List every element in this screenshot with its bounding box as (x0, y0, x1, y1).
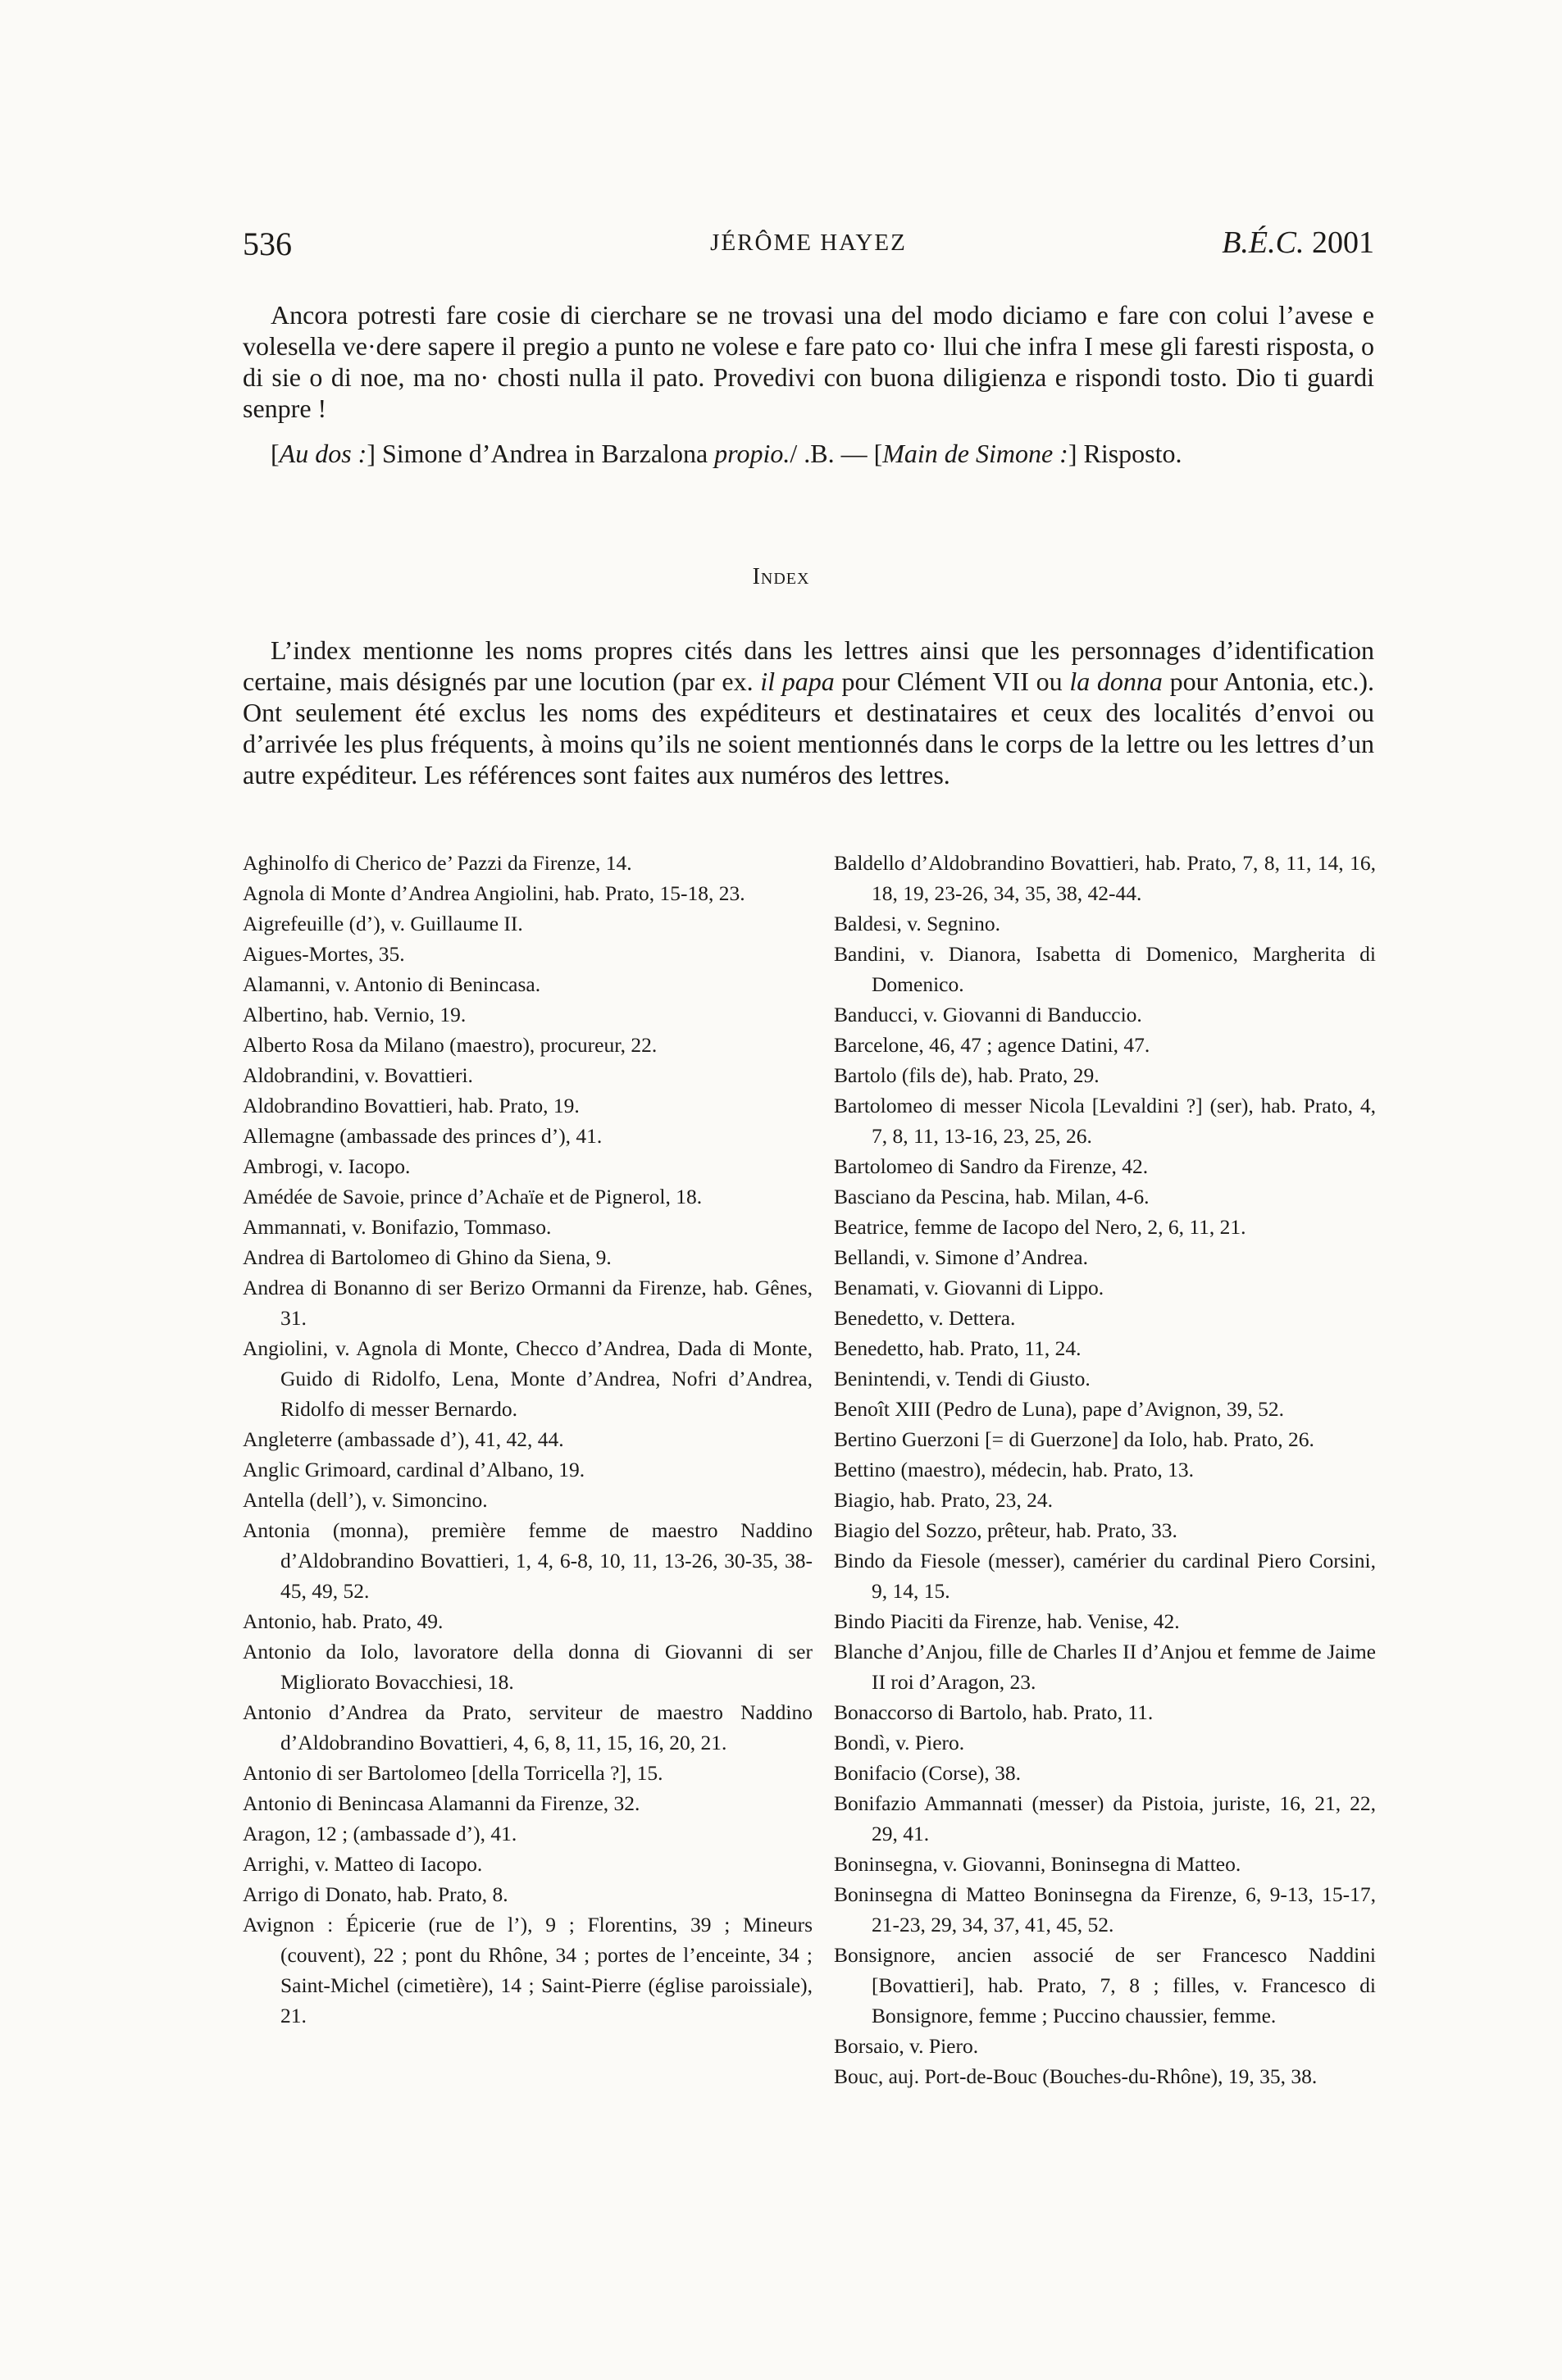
index-entry: Bartolomeo di Sandro da Firenze, 42. (834, 1154, 1149, 1178)
index-entry: Bouc, auj. Port-de-Bouc (Bouches-du-Rhône), 19, 35, 38. (834, 2064, 1318, 2088)
intro-ilpapa: il papa (760, 667, 835, 696)
index-entry: Aigues-Mortes, 35. (243, 942, 405, 966)
letter-address: Simone d’Andrea in Barzalona (375, 439, 715, 468)
index-intro-paragraph (243, 635, 1374, 790)
running-author: JÉRÔME HAYEZ (710, 230, 907, 256)
index-entry: Antonio di Benincasa Alamanni da Firenze, 32. (243, 1791, 640, 1815)
letter-mark: / .B. — [ (790, 439, 883, 468)
index-entry: Baldello d’Aldobrandino Bovattieri, hab. Prato, 7, 8, 11, 14, 16, 18, 19, 23-26, 34, 35, 38, 42-44. (834, 851, 1376, 905)
risposto-note: Risposto. (1083, 439, 1182, 468)
index-entry: Antella (dell’), v. Simoncino. (243, 1488, 488, 1512)
index-entry: Bonsignore, ancien associé de ser Francesco Naddini [Bovattieri], hab. Prato, 7, 8 ; filles, v. Francesco di Bonsignore, femme ; Puccino chaussier, femme. (834, 1943, 1376, 2027)
bracket-open: [ (271, 439, 280, 468)
letter-back-note (271, 438, 1182, 469)
index-entry: Angleterre (ambassade d’), 41, 42, 44. (243, 1427, 564, 1451)
index-entry: Bonifacio (Corse), 38. (834, 1761, 1022, 1785)
intro-ladonna: la donna (1069, 667, 1163, 696)
index-entry: Angiolini, v. Agnola di Monte, Checco d’Andrea, Dada di Monte, Guido di Ridolfo, Lena, Monte d’Andrea, Nofri d’Andrea, Ridolfo di messer Bernardo. (243, 1336, 813, 1421)
index-entry: Aghinolfo di Cherico de’ Pazzi da Firenze, 14. (243, 851, 632, 875)
index-entry: Ammannati, v. Bonifazio, Tommaso. (243, 1215, 552, 1239)
index-entry: Benedetto, hab. Prato, 11, 24. (834, 1336, 1082, 1360)
index-entry: Baldesi, v. Segnino. (834, 912, 1001, 935)
intro-part-3: pour Antonia, etc.). Ont seulement été exclus les noms des expéditeurs et destinataires et ceux des localités d’envoi ou d’arrivée les plus fréquents, à moins qu’ils ne soient mentionnés dans le corps de la lettre ou les lettres d’un autre expéditeur. Les références sont faites aux numéros des lettres. (243, 667, 1375, 790)
index-entry: Andrea di Bartolomeo di Ghino da Siena, 9. (243, 1245, 612, 1269)
running-header (243, 220, 1374, 269)
index-entry: Anglic Grimoard, cardinal d’Albano, 19. (243, 1458, 585, 1481)
index-column-left (243, 848, 813, 2031)
index-entry: Bartolomeo di messer Nicola [Levaldini ?] (ser), hab. Prato, 4, 7, 8, 11, 13-16, 23, 25, 26. (834, 1094, 1376, 1148)
intro-part-1: L’index mentionne les noms propres cités dans les lettres ainsi que les personnages d’identification certaine, mais désignés par une locution (par ex. (243, 635, 1374, 696)
index-entry: Aldobrandini, v. Bovattieri. (243, 1063, 473, 1087)
index-entry: Albertino, hab. Vernio, 19. (243, 1003, 467, 1026)
index-entry: Banducci, v. Giovanni di Banduccio. (834, 1003, 1142, 1026)
index-entry: Benoît XIII (Pedro de Luna), pape d’Avignon, 39, 52. (834, 1397, 1285, 1421)
index-entry: Benedetto, v. Dettera. (834, 1306, 1016, 1330)
journal-year: 2001 (1312, 225, 1374, 260)
hand-label: Main de Simone : (882, 439, 1068, 468)
propio-note: propio. (714, 439, 790, 468)
index-entry: Barcelone, 46, 47 ; agence Datini, 47. (834, 1033, 1150, 1057)
index-entry: Antonio, hab. Prato, 49. (243, 1609, 444, 1633)
index-entry: Biagio del Sozzo, prêteur, hab. Prato, 33. (834, 1518, 1177, 1542)
page-number: 536 (243, 225, 292, 262)
hand-bracket-close: ] (1068, 439, 1084, 468)
index-entry: Bettino (maestro), médecin, hab. Prato, 13. (834, 1458, 1195, 1481)
index-entry: Bandini, v. Dianora, Isabetta di Domenico, Margherita di Domenico. (834, 942, 1376, 996)
index-entry: Bonifazio Ammannati (messer) da Pistoia, juriste, 16, 21, 22, 29, 41. (834, 1791, 1376, 1845)
index-entry: Antonia (monna), première femme de maestro Naddino d’Aldobrandino Bovattieri, 1, 4, 6-8, 10, 11, 13-26, 30-35, 38-45, 49, 52. (243, 1518, 813, 1603)
index-entry: Blanche d’Anjou, fille de Charles II d’Anjou et femme de Jaime II roi d’Aragon, 23. (834, 1640, 1376, 1694)
index-entry: Boninsegna di Matteo Boninsegna da Firenze, 6, 9-13, 15-17, 21-23, 29, 34, 37, 41, 45, 52. (834, 1882, 1376, 1936)
index-entry: Bonaccorso di Bartolo, hab. Prato, 11. (834, 1700, 1154, 1724)
index-entry: Allemagne (ambassade des princes d’), 41. (243, 1124, 603, 1148)
index-entry: Avignon : Épicerie (rue de l’), 9 ; Florentins, 39 ; Mineurs (couvent), 22 ; pont du Rhône, 34 ; portes de l’enceinte, 34 ; Saint-Michel (cimetière), 14 ; Saint-Pierre (église paroissiale), 21. (243, 1913, 813, 2027)
index-entry: Antonio di ser Bartolomeo [della Torricella ?], 15. (243, 1761, 663, 1785)
bracket-close: ] (367, 439, 376, 468)
letter-paragraph: Ancora potresti fare cosie di cierchare se ne trovasi una del modo diciamo e fare con colui l’avese e volesella ve·dere sapere il pregio a punto ne volese e fare pato co· llui che infra I mese gli faresti risposta, o di sie o di noe, ma no· chosti nulla il pato. Provedivi con buona diligienza e rispondi tosto. Dio ti guardi senpre ! (243, 300, 1374, 423)
index-entry: Bindo Piaciti da Firenze, hab. Venise, 42. (834, 1609, 1180, 1633)
index-entry: Bindo da Fiesole (messer), camérier du cardinal Piero Corsini, 9, 14, 15. (834, 1549, 1376, 1603)
index-entry: Boninsegna, v. Giovanni, Boninsegna di Matteo. (834, 1852, 1241, 1876)
index-entry: Aragon, 12 ; (ambassade d’), 41. (243, 1822, 517, 1845)
back-label: Au dos : (279, 439, 367, 468)
index-intro (243, 635, 1374, 790)
index-entry: Benamati, v. Giovanni di Lippo. (834, 1276, 1104, 1299)
index-entry: Aigrefeuille (d’), v. Guillaume II. (243, 912, 523, 935)
index-entry: Beatrice, femme de Iacopo del Nero, 2, 6, 11, 21. (834, 1215, 1246, 1239)
index-entry: Andrea di Bonanno di ser Berizo Ormanni da Firenze, hab. Gênes, 31. (243, 1276, 813, 1330)
journal-abbrev: B.É.C. (1222, 225, 1305, 260)
index-entry: Alamanni, v. Antonio di Benincasa. (243, 972, 541, 996)
letter-text (243, 299, 1374, 424)
index-entry: Aldobrandino Bovattieri, hab. Prato, 19. (243, 1094, 580, 1117)
index-title: Index (752, 564, 810, 589)
index-entry: Borsaio, v. Piero. (834, 2034, 979, 2058)
index-entry: Bertino Guerzoni [= di Guerzone] da Iolo, hab. Prato, 26. (834, 1427, 1314, 1451)
index-entry: Benintendi, v. Tendi di Giusto. (834, 1367, 1091, 1390)
index-entry: Bondì, v. Piero. (834, 1731, 965, 1754)
journal-reference (1222, 225, 1374, 261)
index-column-right (834, 848, 1376, 2091)
index-entry: Alberto Rosa da Milano (maestro), procureur, 22. (243, 1033, 658, 1057)
index-entry: Arrigo di Donato, hab. Prato, 8. (243, 1882, 508, 1906)
index-entry: Ambrogi, v. Iacopo. (243, 1154, 411, 1178)
index-entry: Antonio da Iolo, lavoratore della donna di Giovanni di ser Migliorato Bovacchiesi, 18. (243, 1640, 813, 1694)
index-entry: Amédée de Savoie, prince d’Achaïe et de Pignerol, 18. (243, 1185, 703, 1208)
index-entry: Agnola di Monte d’Andrea Angiolini, hab. Prato, 15-18, 23. (243, 881, 745, 905)
intro-part-2: pour Clément VII ou (834, 667, 1070, 696)
index-entry: Bartolo (fils de), hab. Prato, 29. (834, 1063, 1100, 1087)
index-entry: Antonio d’Andrea da Prato, serviteur de maestro Naddino d’Aldobrandino Bovattieri, 4, 6, 8, 11, 15, 16, 20, 21. (243, 1700, 813, 1754)
index-entry: Biagio, hab. Prato, 23, 24. (834, 1488, 1054, 1512)
index-entry: Bellandi, v. Simone d’Andrea. (834, 1245, 1088, 1269)
index-entry: Basciano da Pescina, hab. Milan, 4-6. (834, 1185, 1150, 1208)
index-entry: Arrighi, v. Matteo di Iacopo. (243, 1852, 483, 1876)
